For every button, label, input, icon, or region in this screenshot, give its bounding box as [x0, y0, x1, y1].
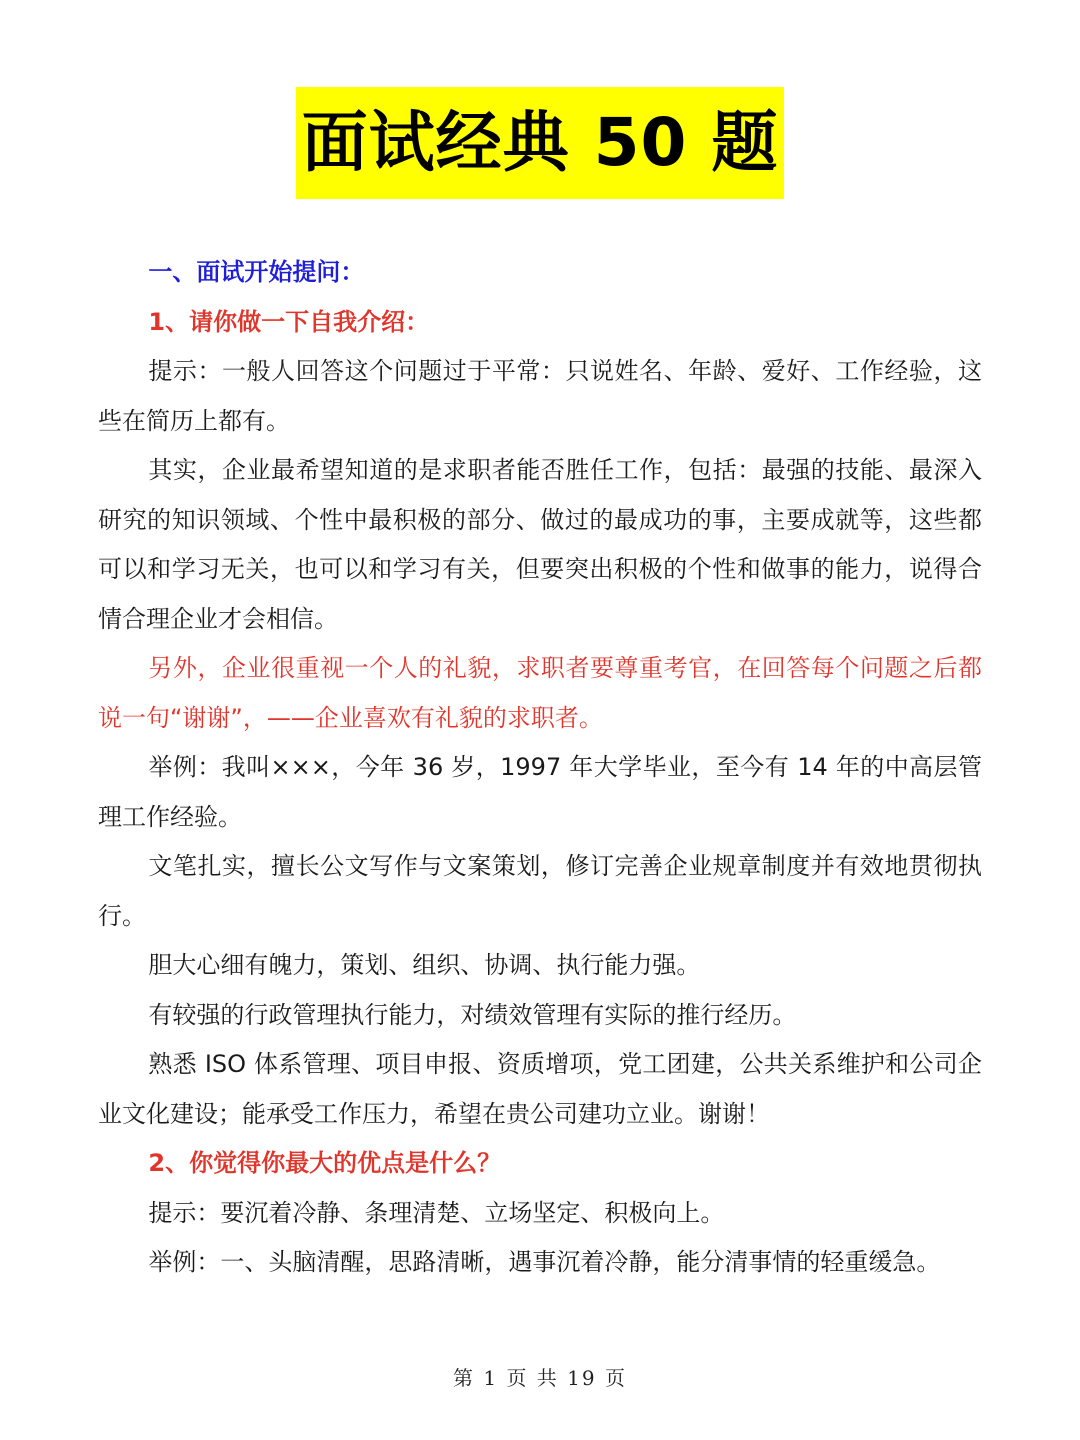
question-heading-1: 1、请你做一下自我介绍：: [148, 307, 430, 336]
paragraph-emphasis: 另外，企业很重视一个人的礼貌，求职者要尊重考官，在回答每个问题之后都说一句“谢谢”，——企业喜欢有礼貌的求职者。: [98, 654, 982, 732]
page-title: 面试经典 50 题: [296, 87, 785, 199]
paragraph-example-2: 文笔扎实，擅长公文写作与文案策划，修订完善企业规章制度并有效地贯彻执行。: [98, 852, 982, 930]
page-number-footer: 第 1 页 共 19 页: [453, 1366, 627, 1390]
paragraph-example-6: 举例：一、头脑清醒，思路清晰，遇事沉着冷静，能分清事情的轻重缓急。: [148, 1248, 941, 1276]
paragraph-hint-2: 提示：要沉着冷静、条理清楚、立场坚定、积极向上。: [148, 1198, 725, 1227]
title-wrap: [0, 87, 1080, 199]
paragraph-example: 举例：我叫×××，今年 36 岁，1997 年大学毕业，至今有 14 年的中高层管理工作经验。: [98, 753, 982, 831]
document-body: [98, 248, 982, 1288]
paragraph-example-5: 熟悉 ISO 体系管理、项目申报、资质增项，党工团建，公共关系维护和公司企业文化建设；能承受工作压力，希望在贵公司建功立业。谢谢！: [98, 1050, 982, 1128]
paragraph-hint: 提示：一般人回答这个问题过于平常：只说姓名、年龄、爱好、工作经验，这些在简历上都有。: [98, 357, 982, 435]
paragraph-example-3: 胆大心细有魄力，策划、组织、协调、执行能力强。: [148, 951, 701, 979]
paragraph-example-4: 有较强的行政管理执行能力，对绩效管理有实际的推行经历。: [148, 1000, 797, 1029]
question-heading-2: 2、你觉得你最大的优点是什么？: [148, 1149, 502, 1177]
paragraph-explanation: 其实，企业最希望知道的是求职者能否胜任工作，包括：最强的技能、最深入研究的知识领域、个性中最积极的部分、做过的最成功的事，主要成就等，这些都可以和学习无关，也可以和学习有关，但要突出积极的个性和做事的能力，说得合情合理企业才会相信。: [98, 456, 982, 633]
section-heading: 一、面试开始提问：: [148, 258, 365, 286]
